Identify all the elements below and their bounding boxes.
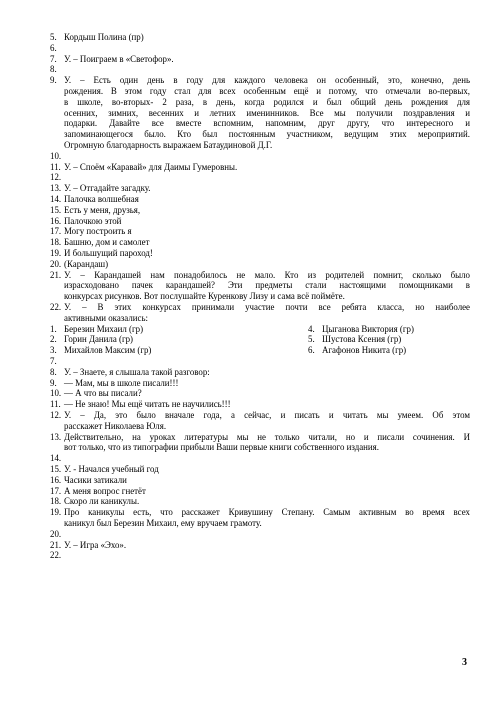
line-text: И большущий пароход! xyxy=(64,248,153,258)
participant-name: Шустова Ксения (гр) xyxy=(322,334,402,345)
line-number: 21. xyxy=(50,269,62,280)
line-text: У. – Отгадайте загадку. xyxy=(64,183,151,194)
line-continuation: Огромную благодарность выражаем Батаудиновой Д.Г. xyxy=(64,140,273,150)
line-text: У. – Поиграем в «Светофор». xyxy=(64,53,174,64)
line-number: 21. xyxy=(50,539,62,550)
line-number: 14. xyxy=(50,453,62,464)
participant-name: Цыганова Виктория (гр) xyxy=(322,323,414,334)
line-text: Башню, дом и самолет xyxy=(64,237,150,248)
line-text: У. – Игра «Эхо». xyxy=(64,539,127,550)
line-number: 11. xyxy=(50,161,61,172)
line-text: У. - Начался учебный год xyxy=(64,464,159,474)
line-text: Могу построить я xyxy=(64,226,132,237)
line-number: 16. xyxy=(50,474,62,485)
line-number: 17. xyxy=(50,226,62,237)
line-text: А меня вопрос гнетёт xyxy=(64,485,146,496)
line-number: 12. xyxy=(50,410,62,420)
line-continuation: израсходовано пачек карандашей? Эти предметы стали настоящими помощниками в xyxy=(64,280,470,291)
line-number: 20. xyxy=(50,528,62,539)
page-number: 3 xyxy=(462,657,467,668)
line-text: Часики затикали xyxy=(64,474,127,485)
line-text: — Мам, мы в школе писали!!! xyxy=(64,377,179,388)
line-number: 16. xyxy=(50,215,62,226)
line-number: 20. xyxy=(50,258,62,269)
line-text: Палочкою этой xyxy=(64,215,122,226)
line-number: 15. xyxy=(50,204,62,215)
participant-number: 4. xyxy=(308,323,315,334)
line-number: 19. xyxy=(50,507,62,518)
line-continuation: расскажет Николаева Юля. xyxy=(64,420,167,431)
line-text: У. – Есть один день в году для каждого человека он особенный, это, конечно, день xyxy=(64,75,470,86)
line-continuation: осенних, зимних, весенних и летних именинников. Все мы получили поздравления и xyxy=(64,107,470,118)
line-continuation: конкурсах рисунков. Вот послушайте Куренкову Лизу и сама всё поймёте. xyxy=(64,291,345,302)
line-number: 18. xyxy=(50,237,62,248)
line-number: 8. xyxy=(50,366,57,377)
line-number: 22. xyxy=(50,550,62,561)
participant-number: 6. xyxy=(308,345,315,356)
line-number: 9. xyxy=(50,377,57,388)
participant-name: Агафонов Никита (гр) xyxy=(322,345,407,356)
line-number: 11. xyxy=(50,399,61,410)
line-number: 8. xyxy=(50,64,57,75)
line-continuation: подарки. Давайте все вместе вспомним, напомним, друг другу, что интересного и xyxy=(64,118,470,129)
participant-number: 1. xyxy=(50,323,57,334)
line-number: 14. xyxy=(50,194,62,204)
line-number: 18. xyxy=(50,496,62,507)
line-continuation: рождения. В этом году стал для всех особенным ещё и потому, что отмечали во-первых, xyxy=(64,86,470,96)
line-text: (Карандаш) xyxy=(64,258,109,269)
line-text: Про каникулы есть, что расскажет Кривушину Степану. Самым активным во время всех xyxy=(64,507,470,518)
line-text: Скоро ли каникулы. xyxy=(64,496,140,507)
line-number: 22. xyxy=(50,302,62,312)
participant-name: Березин Михаил (гр) xyxy=(64,323,144,334)
line-text: Кордыш Полина (пр) xyxy=(64,32,144,42)
participant-number: 2. xyxy=(50,334,57,345)
line-number: 5. xyxy=(50,32,57,42)
line-number: 10. xyxy=(50,388,62,399)
line-text: Есть у меня, друзья, xyxy=(64,204,141,215)
line-continuation: в школе, во-вторых- 2 раза, в день, когда родился и был общий день рождения для xyxy=(64,96,470,107)
participant-name: Михайлов Максим (гр) xyxy=(64,345,152,356)
line-text: У. – В этих конкурсах принимали участие почти все ребята класса, но наиболее xyxy=(64,302,470,312)
line-continuation: запоминающегося было. Кто был постоянным участником, ведущим этих мероприятий. xyxy=(64,129,470,140)
line-text: У. – Споём «Каравай» для Даимы Гумеровны. xyxy=(64,161,238,172)
line-text: — А что вы писали? xyxy=(64,388,142,399)
participant-name: Горин Данила (гр) xyxy=(64,334,134,345)
line-number: 15. xyxy=(50,464,62,474)
line-text: У. – Карандашей нам понадобилось не мало. Кто из родителей помнит, сколько было xyxy=(64,269,470,280)
line-number: 10. xyxy=(50,150,62,161)
line-number: 12. xyxy=(50,172,62,183)
line-number: 13. xyxy=(50,431,62,442)
line-number: 7. xyxy=(50,356,57,366)
participant-number: 3. xyxy=(50,345,57,356)
line-continuation: каникул был Березин Михаил, ему вручаем грамоту. xyxy=(64,518,262,528)
line-continuation: вот только, что из типографии прибыли Ваши первые книги собственного издания. xyxy=(64,442,379,453)
line-number: 17. xyxy=(50,485,62,496)
line-text: У. – Да, это было вначале года, а сейчас, и писать и читать мы умеем. Об этом xyxy=(64,410,470,420)
line-text: Действительно, на уроках литературы мы не только читали, но и писали сочинения. И xyxy=(64,431,470,442)
line-number: 13. xyxy=(50,183,62,194)
line-number: 9. xyxy=(50,75,57,86)
line-number: 7. xyxy=(50,53,57,64)
line-text: У. – Знаете, я слышала такой разговор: xyxy=(64,366,210,377)
line-text: Палочка волшебная xyxy=(64,194,139,204)
line-number: 6. xyxy=(50,42,57,53)
line-text: — Не знаю! Мы ещё читать не научились!!! xyxy=(64,399,231,410)
participant-number: 5. xyxy=(308,334,315,345)
line-number: 19. xyxy=(50,248,62,258)
line-continuation: активными оказались: xyxy=(64,312,148,323)
